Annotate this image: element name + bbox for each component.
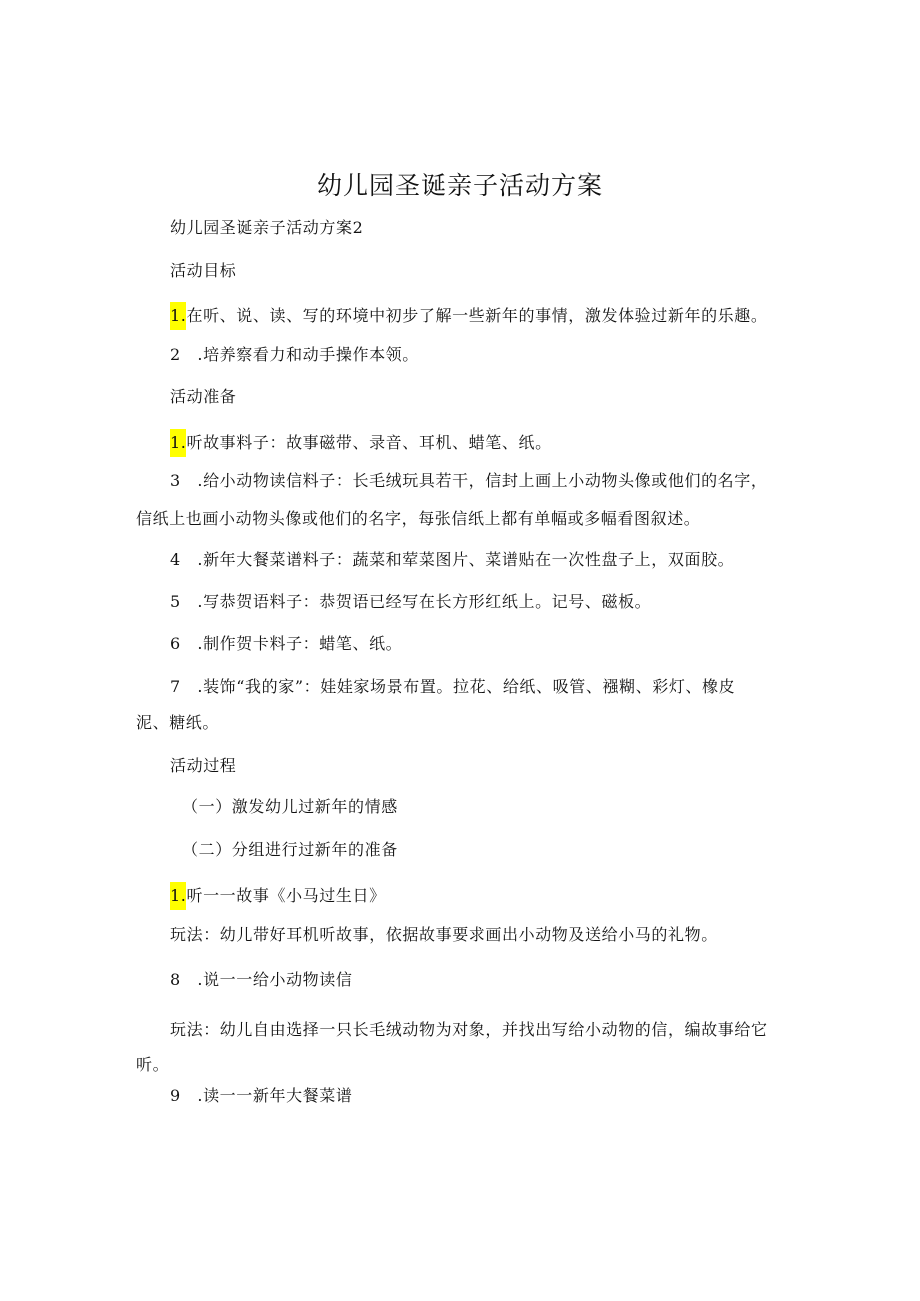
prep-item-5: 5 .写恭贺语料子：恭贺语已经写在长方形红纸上。记号、磁板。 [170,592,652,611]
prep-item-1-text: 听故事料子：故事磁带、录音、耳机、蜡笔、纸。 [186,433,552,452]
highlighted-number: 1. [170,429,186,457]
goal-item-1 [170,302,767,330]
section-heading-goals: 活动目标 [170,261,237,280]
subtitle-line: 幼儿园圣诞亲子活动方案2 [170,218,364,237]
activity-item-8-rules: 玩法：幼儿自由选择一只长毛绒动物为对象，并找出写给小动物的信，编故事给它 [170,1020,768,1039]
highlighted-number: 1. [170,882,186,910]
prep-item-7: 7 .装饰“我的家”：娃娃家场景布置。拉花、给纸、吸管、襁糊、彩灯、橡皮 [170,677,736,696]
prep-item-7-cont: 泥、糖纸。 [136,713,220,732]
process-step-1: （一）激发幼儿过新年的情感 [182,797,398,816]
activity-item-8-rules-cont: 听。 [136,1055,170,1074]
section-heading-process: 活动过程 [170,756,237,775]
activity-item-1 [170,882,386,910]
goal-item-1-text: 在听、说、读、写的环境中初步了解一些新年的事情，激发体验过新年的乐趣。 [186,306,768,325]
section-heading-preparation: 活动准备 [170,387,237,406]
goal-item-2: 2 .培养察看力和动手操作本领。 [170,345,419,364]
prep-item-4: 4 .新年大餐菜谱料子：蔬菜和荤菜图片、菜谱贴在一次性盘子上，双面胶。 [170,550,735,569]
highlighted-number: 1. [170,302,186,330]
prep-item-6: 6 .制作贺卡料子：蜡笔、纸。 [170,634,403,653]
activity-item-1-rules: 玩法：幼儿带好耳机听故事，依据故事要求画出小动物及送给小马的礼物。 [170,925,718,944]
prep-item-1 [170,429,552,457]
prep-item-3: 3 .给小动物读信料子：长毛绒玩具若干，信封上画上小动物头像或他们的名字， [170,471,768,490]
process-step-2: （二）分组进行过新年的准备 [182,840,398,859]
activity-item-1-text: 听一一故事《小马过生日》 [186,886,386,905]
activity-item-9: 9 .读一一新年大餐菜谱 [170,1086,353,1105]
activity-item-8: 8 .说一一给小动物读信 [170,970,353,989]
prep-item-3-cont: 信纸上也画小动物头像或他们的名字，每张信纸上都有单幅或多幅看图叙述。 [136,509,701,528]
document-title: 幼儿园圣诞亲子活动方案 [316,171,603,200]
